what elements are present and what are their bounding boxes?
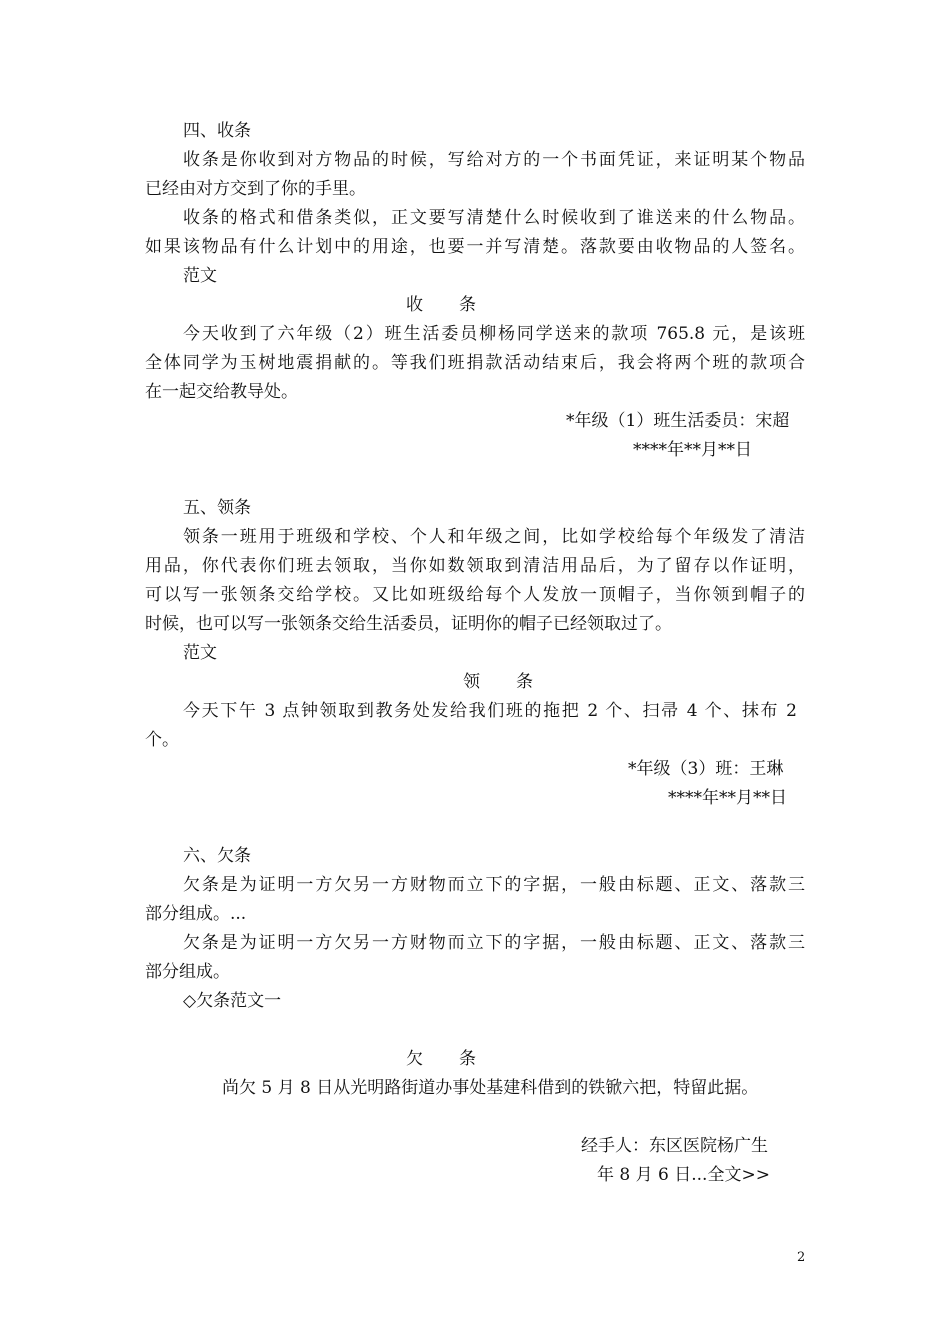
sample-label: 范文 bbox=[183, 643, 217, 663]
sample-label: ◇欠条范文一 bbox=[183, 991, 282, 1011]
sample-label: 范文 bbox=[183, 266, 217, 286]
sample-body-line: 今天收到了六年级（2）班生活委员柳杨同学送来的款项 765.8 元，是该班 bbox=[183, 324, 805, 344]
sample-body-line: 尚欠 5 月 8 日从光明路街道办事处基建科借到的铁锨六把，特留此据。 bbox=[222, 1078, 759, 1098]
section-heading-receipt: 四、收条 bbox=[183, 121, 251, 141]
page-number: 2 bbox=[797, 1250, 806, 1265]
paragraph-line: 可以写一张领条交给学校。又比如班级给每个人发放一顶帽子，当你领到帽子的 bbox=[145, 585, 805, 605]
sample-date: ****年**月**日 bbox=[633, 440, 752, 460]
sample-body-line: 在一起交给教导处。 bbox=[145, 382, 298, 402]
paragraph-line: 收条的格式和借条类似，正文要写清楚什么时候收到了谁送来的什么物品。 bbox=[183, 208, 805, 228]
section-heading-iou: 六、欠条 bbox=[183, 846, 251, 866]
paragraph-line: 部分组成。 bbox=[145, 962, 230, 982]
sample-body-line: 全体同学为玉树地震捐献的。等我们班捐款活动结束后，我会将两个班的款项合 bbox=[145, 353, 805, 373]
sample-signature: *年级（3）班：王琳 bbox=[628, 759, 784, 779]
paragraph-line: 欠条是为证明一方欠另一方财物而立下的字据，一般由标题、正文、落款三 bbox=[183, 875, 805, 895]
paragraph-line: 如果该物品有什么计划中的用途，也要一并写清楚。落款要由收物品的人签名。 bbox=[145, 237, 805, 257]
sample-title: 收条 bbox=[406, 295, 512, 315]
sample-title: 领条 bbox=[463, 672, 569, 692]
sample-signature: *年级（1）班生活委员：宋超 bbox=[566, 411, 790, 431]
paragraph-line: 欠条是为证明一方欠另一方财物而立下的字据，一般由标题、正文、落款三 bbox=[183, 933, 805, 953]
paragraph-line: 领条一班用于班级和学校、个人和年级之间，比如学校给每个年级发了清洁 bbox=[183, 527, 805, 547]
paragraph-line: 收条是你收到对方物品的时候，写给对方的一个书面凭证，来证明某个物品 bbox=[183, 150, 805, 170]
full-text-link[interactable]: 年 8 月 6 日...全文>> bbox=[597, 1165, 770, 1185]
paragraph-line: 用品，你代表你们班去领取，当你如数领取到清洁用品后，为了留存以作证明， bbox=[145, 556, 805, 576]
paragraph-line: 部分组成。... bbox=[145, 904, 247, 924]
sample-signature: 经手人：东区医院杨广生 bbox=[581, 1136, 768, 1156]
paragraph-line: 已经由对方交到了你的手里。 bbox=[145, 179, 366, 199]
sample-title: 欠条 bbox=[406, 1049, 512, 1069]
sample-body-line: 个。 bbox=[145, 730, 179, 750]
sample-body-line: 今天下午 3 点钟领取到教务处发给我们班的拖把 2 个、扫帚 4 个、抹布 2 bbox=[183, 701, 797, 721]
sample-date: ****年**月**日 bbox=[668, 788, 787, 808]
section-heading-claim-receipt: 五、领条 bbox=[183, 498, 251, 518]
paragraph-line: 时候，也可以写一张领条交给生活委员，证明你的帽子已经领取过了。 bbox=[145, 614, 672, 634]
